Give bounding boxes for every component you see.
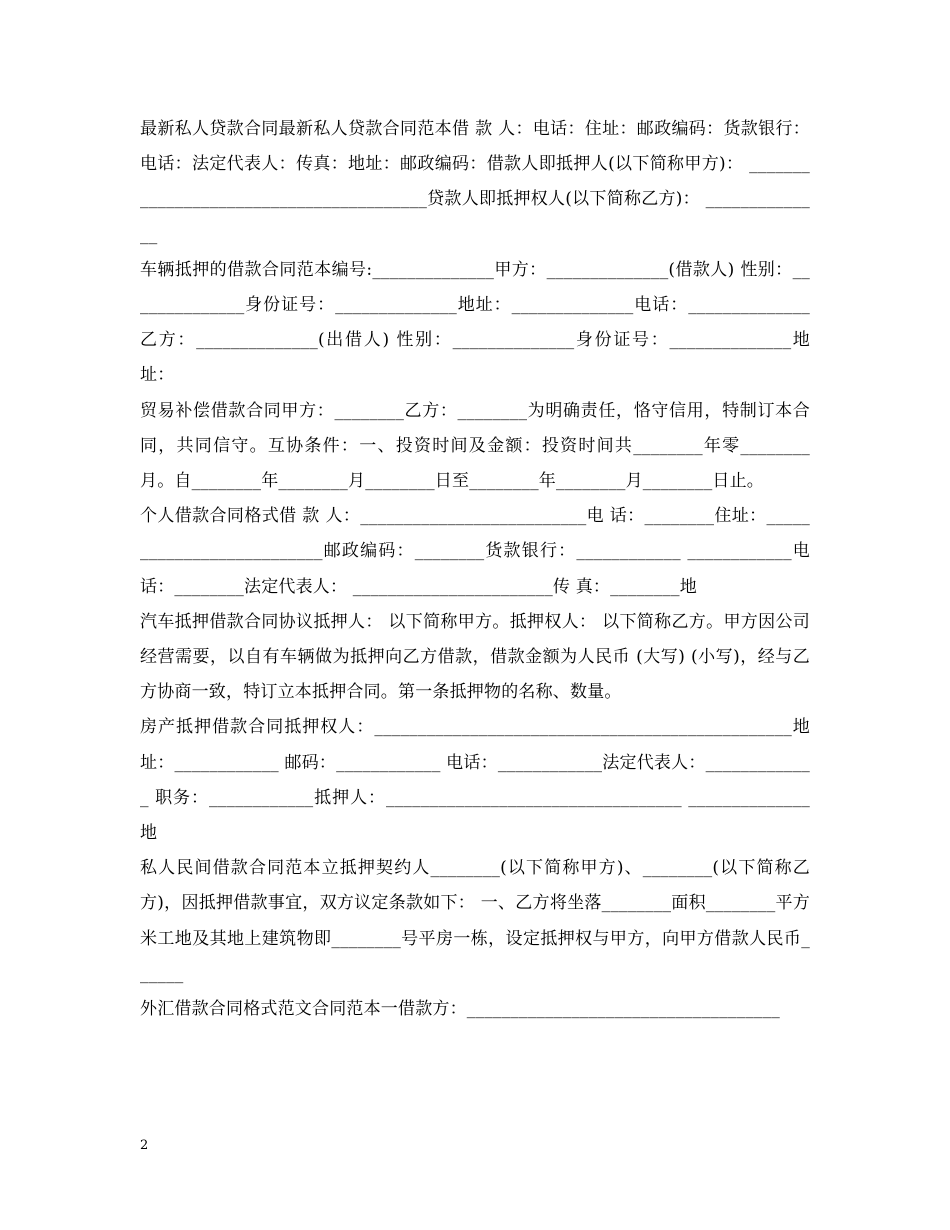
- page-number: 2: [140, 1138, 149, 1153]
- document-body: [140, 112, 810, 1027]
- paragraph-personal-loan: 最新私人贷款合同最新私人贷款合同范本借 款 人：电话：住址：邮政编码：货款银行：电话：法定代表人：传真：地址：邮政编码：借款人即抵押人(以下简称甲方)： ________________________________________贷款人即抵押权人(以下简称乙方)： ______________: [140, 119, 810, 245]
- paragraph-property-mortgage-loan: 房产抵押借款合同抵押权人：________________________________________________地 址：____________ 邮码：____________ 电话：____________法定代表人：_____________ 职务：____________抵押人：__________________________________ ______________地: [140, 717, 810, 844]
- paragraph-car-mortgage-agreement: 汽车抵押借款合同协议抵押人： 以下简称甲方。抵押权人： 以下简称乙方。甲方因公司经营需要，以自有车辆做为抵押向乙方借款，借款金额为人民币 (大写) (小写)，经与乙方协商一致，特订立本抵押合同。第一条抵押物的名称、数量。: [140, 611, 810, 703]
- paragraph-vehicle-pledge-loan: 车辆抵押的借款合同范本编号:______________甲方：______________(借款人) 性别：______________身份证号：______________地址：______________电话：______________乙方：______________(出借人) 性别：______________身份证号：______________地址：: [140, 259, 810, 386]
- paragraph-trade-compensation-loan: 贸易补偿借款合同甲方：________乙方：________为明确责任，恪守信用，特制订本合同，共同信守。互协条件：一、投资时间及金额：投资时间共________年零________月。自________年________月________日至________年________月________日止。: [140, 400, 810, 492]
- paragraph-foreign-exchange-loan: 外汇借款合同格式范文合同范本一借款方：____________________________________: [140, 999, 780, 1020]
- paragraph-private-civil-loan: 私人民间借款合同范本立抵押契约人________(以下简称甲方)、________(以下简称乙方)，因抵押借款事宜，双方议定条款如下： 一、乙方将坐落________面积________平方米工地及其地上建筑物即________号平房一栋，设定抵押权与甲方，向甲方借款人民币______: [140, 858, 810, 984]
- paragraph-individual-loan-format: 个人借款合同格式借 款 人：__________________________电 话：________住址：__________________________邮政编码：________货款银行：____________ ____________电 话：________法定代表人： _______________________传 真：________地: [140, 506, 810, 597]
